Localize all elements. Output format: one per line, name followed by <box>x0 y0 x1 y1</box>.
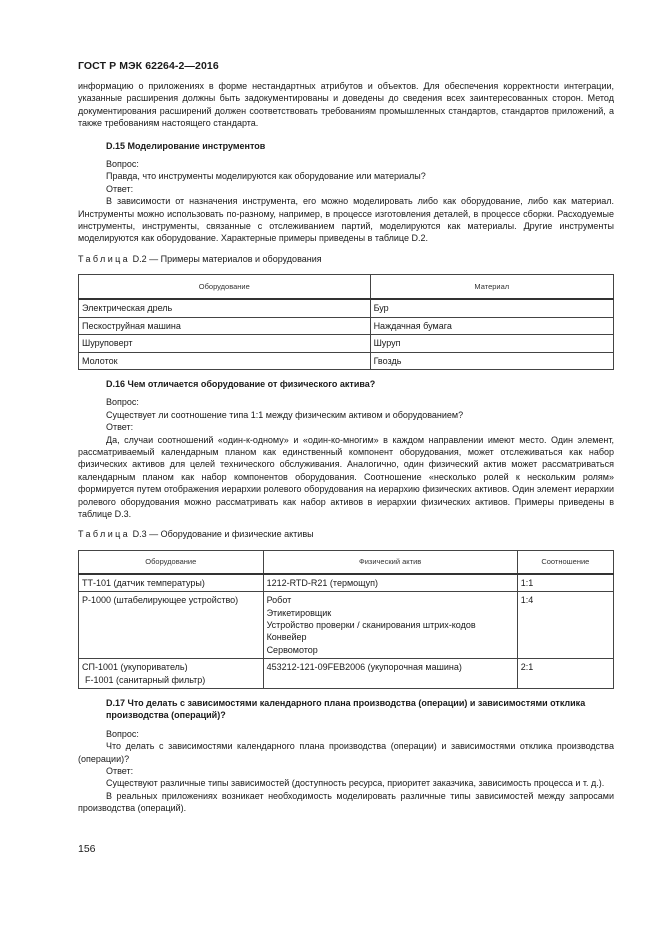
section-d15-title: D.15 Моделирование инструментов <box>106 140 266 151</box>
table-cell: 1:4 <box>517 592 613 659</box>
equipment-line: F-1001 (санитарный фильтр) <box>85 674 206 685</box>
asset-line: Этикетировщик <box>266 607 332 618</box>
table-cell: Молоток <box>79 352 371 369</box>
table-row <box>79 592 614 659</box>
table-d2-caption <box>78 253 614 265</box>
d17-answer-label: Ответ: <box>106 766 134 777</box>
table-row <box>79 574 614 592</box>
table-cell: 1:1 <box>517 574 613 592</box>
section-d16-title: D.16 Чем отличается оборудование от физического актива? <box>106 378 376 389</box>
table-row <box>79 335 614 352</box>
table-cell: Бур <box>370 299 613 317</box>
table-cell: 2:1 <box>517 659 613 689</box>
d16-question-label: Вопрос: <box>106 397 139 408</box>
d16-answer-label: Ответ: <box>106 422 134 433</box>
table-cell <box>263 592 517 659</box>
table-d3-header-equipment: Оборудование <box>79 550 264 574</box>
table-d2-caption-number: D.2 <box>132 253 147 264</box>
asset-line: 1212-RTD-R21 (термощуп) <box>266 577 379 588</box>
asset-line: Робот <box>266 595 292 606</box>
table-row <box>79 659 614 689</box>
table-row <box>79 317 614 334</box>
table-d3-caption-number: D.3 <box>132 529 147 540</box>
table-cell <box>79 592 264 659</box>
table-cell: Наждачная бумага <box>370 317 613 334</box>
table-d3 <box>78 550 614 689</box>
table-d3-caption-prefix: Таблица <box>78 529 131 540</box>
table-cell: Электрическая дрель <box>79 299 371 317</box>
d17-answer: Существуют различные типы зависимостей (доступность ресурса, приоритет заказчика, зависимость процесса и т. д.). <box>106 778 605 789</box>
table-cell: Шуруповерт <box>79 335 371 352</box>
d15-answer-label: Ответ: <box>106 183 134 194</box>
equipment-line: ТТ-101 (датчик температуры) <box>82 577 205 588</box>
page-content <box>78 80 614 815</box>
asset-line: Сервомотор <box>266 644 318 655</box>
table-cell <box>263 574 517 592</box>
asset-line: 453212-121-09FEB2006 (укупорочная машина) <box>266 662 462 673</box>
d17-extra: В реальных приложениях возникает необходимость моделировать различные типы зависимостей между запросами производства (операций). <box>78 790 614 814</box>
d17-question-label: Вопрос: <box>106 728 139 739</box>
page-number: 156 <box>78 843 96 855</box>
table-cell: Гвоздь <box>370 352 613 369</box>
table-cell <box>79 574 264 592</box>
table-cell <box>263 659 517 689</box>
section-d17-title: D.17 Что делать с зависимостями календарного плана производства (операции) и зависимостями отклика производства (операций)? <box>106 698 586 721</box>
table-d2-caption-prefix: Таблица <box>78 253 131 264</box>
table-d2-header-equipment: Оборудование <box>79 275 371 300</box>
table-cell <box>79 659 264 689</box>
table-d3-header-asset: Физический актив <box>263 550 517 574</box>
document-code-header: ГОСТ Р МЭК 62264-2—2016 <box>78 60 219 72</box>
table-d2-header-material: Материал <box>370 275 613 300</box>
d16-answer: Да, случаи соотношений «один-к-одному» и «один-ко-многим» в каждом направлении имеют место. Один элемент, рассматриваемый календарным планом как единственный компонент оборудования, может отслеживаться как набор физических активов для целей технического обслуживания. Аналогично, один физический актив может рассматриваться календарным планом как набор компонентов оборудования. Соотношение «несколько ролей к нескольким ролям» формируется путем отображения иерархии ролевого оборудования на иерархию физических активов. Один элемент иерархии ролевого оборудования можно рассматривать как набор активов в иерархии физических активов. Примеры приведены в таблице D.3. <box>78 434 614 519</box>
equipment-line: СП-1001 (укупориватель) <box>82 662 188 673</box>
d17-question: Что делать с зависимостями календарного плана производства (операции) и зависимостями отклика производства (операции)? <box>78 741 614 764</box>
table-d3-caption <box>78 528 614 540</box>
d15-question: Правда, что инструменты моделируются как оборудование или материалы? <box>106 171 426 182</box>
table-d3-caption-text: — Оборудование и физические активы <box>149 529 314 540</box>
table-row <box>79 299 614 317</box>
intro-paragraph: информацию о приложениях в форме нестандартных атрибутов и объектов. Для обеспечения корректности интеграции, указанные расширения должны быть задокументированы и доведены до сведения всех заинтересованных сторон. Метод документирования расширений должен соответствовать требованиям промышленных стандартов, стандартов приложений, а также требованиям настоящего стандарта. <box>78 81 614 129</box>
equipment-line: Р-1000 (штабелирующее устройство) <box>82 595 239 606</box>
asset-line: Устройство проверки / сканирования штрих-кодов <box>266 620 476 630</box>
asset-line: Конвейер <box>266 632 307 643</box>
d16-question: Существует ли соотношение типа 1:1 между физическим активом и оборудованием? <box>106 409 464 420</box>
table-d3-header-ratio: Соотношение <box>517 550 613 574</box>
table-d2 <box>78 274 614 370</box>
table-d2-caption-text: — Примеры материалов и оборудования <box>149 253 322 264</box>
d15-question-label: Вопрос: <box>106 159 139 170</box>
table-row <box>79 352 614 369</box>
table-cell: Шуруп <box>370 335 613 352</box>
table-cell: Пескоструйная машина <box>79 317 371 334</box>
d15-answer: В зависимости от назначения инструмента, его можно моделировать либо как оборудование, либо как материал. Инструменты можно использовать по-разному, например, в процессе изготовления деталей, в процессе сборки. Расходуемые инструменты, инструменты, связанные с отслеживанием партий, моделируются как материалы. Другие инструменты моделируются как оборудование. Характерные примеры приведены в таблице D.2. <box>78 196 614 244</box>
